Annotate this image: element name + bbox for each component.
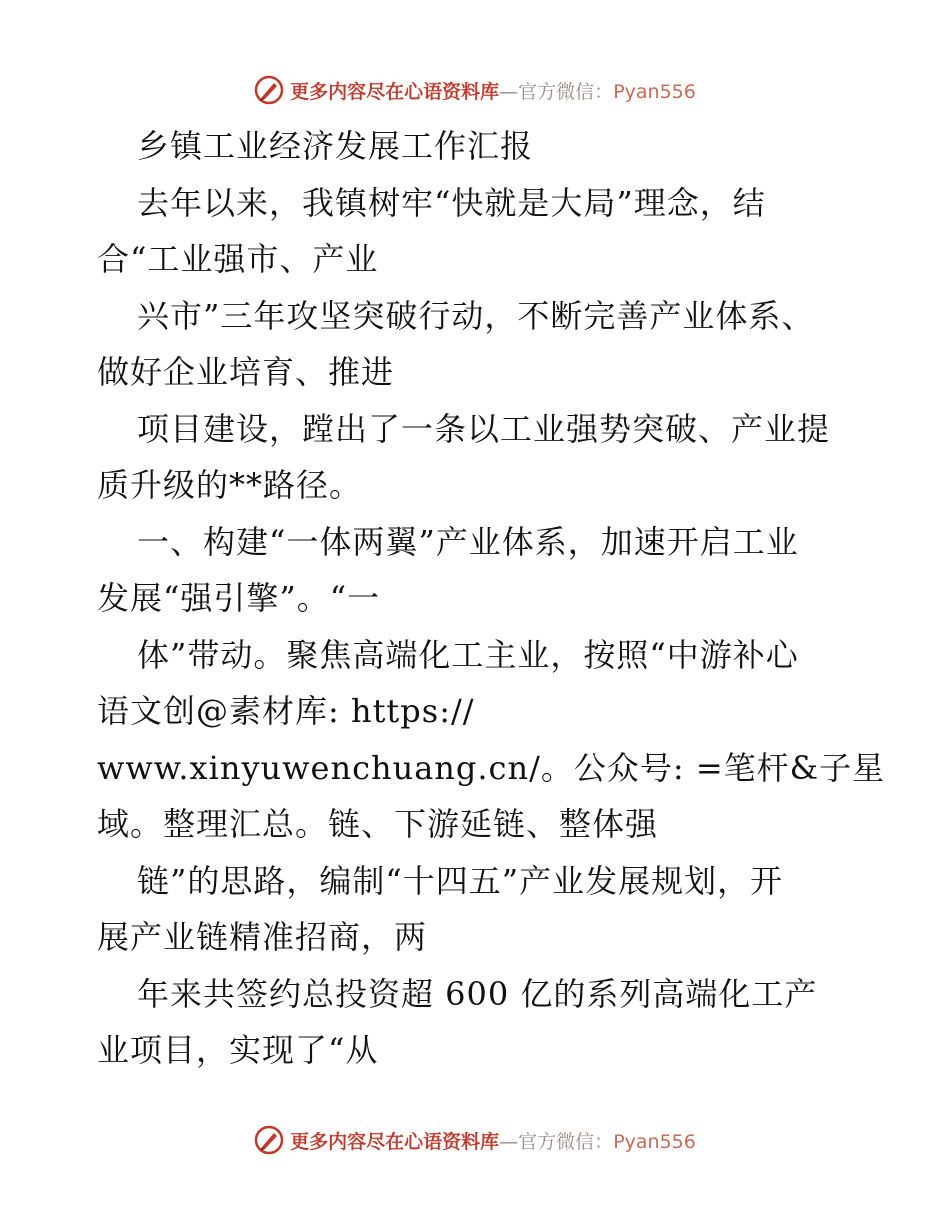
document-title: 乡镇工业经济发展工作汇报 — [137, 127, 534, 165]
paragraph-line: 合“工业强市、产业 — [97, 240, 379, 278]
document-body — [97, 118, 886, 1079]
paragraph-line: 项目建设，蹚出了一条以工业强势突破、产业提 — [137, 409, 831, 448]
paragraph-line: www.xinyuwenchuang.cn/。公众号: =笔杆&子星 — [97, 748, 886, 787]
paragraph-line: 业项目，实现了“从 — [97, 1031, 379, 1069]
pen-logo-icon — [254, 75, 284, 105]
paragraph-line: 体”带动。聚焦高端化工主业，按照“中游补心 — [137, 635, 799, 674]
paragraph-line: 展产业链精准招商，两 — [97, 918, 428, 956]
paragraph-line: 链”的思路，编制“十四五”产业发展规划，开 — [137, 861, 784, 900]
paragraph-line: 质升级的**路径。 — [97, 466, 363, 504]
paragraph-line: 去年以来，我镇树牢“快就是大局”理念，结 — [137, 183, 766, 222]
paragraph-line: 语文创@素材库: https:// — [97, 692, 475, 730]
section-heading-line: 发展“强引擎”。“一 — [97, 579, 381, 617]
footer-watermark-banner — [0, 1122, 950, 1158]
section-heading-line: 一、构建“一体两翼”产业体系，加速开启工业 — [137, 522, 799, 561]
header-banner-text: 更多内容尽在心语资料库—官方微信：Pyan556 — [290, 80, 696, 103]
paragraph-line: 兴市”三年攻坚突破行动，不断完善产业体系、 — [137, 296, 815, 335]
header-watermark-banner — [0, 72, 950, 108]
footer-banner-text: 更多内容尽在心语资料库—官方微信：Pyan556 — [290, 1130, 696, 1153]
paragraph-line: 做好企业培育、推进 — [97, 353, 395, 391]
paragraph-line: 年来共签约总投资超 600 亿的系列高端化工产 — [137, 974, 818, 1013]
pen-logo-icon — [254, 1125, 284, 1155]
paragraph-line: 域。整理汇总。链、下游延链、整体强 — [97, 805, 659, 843]
